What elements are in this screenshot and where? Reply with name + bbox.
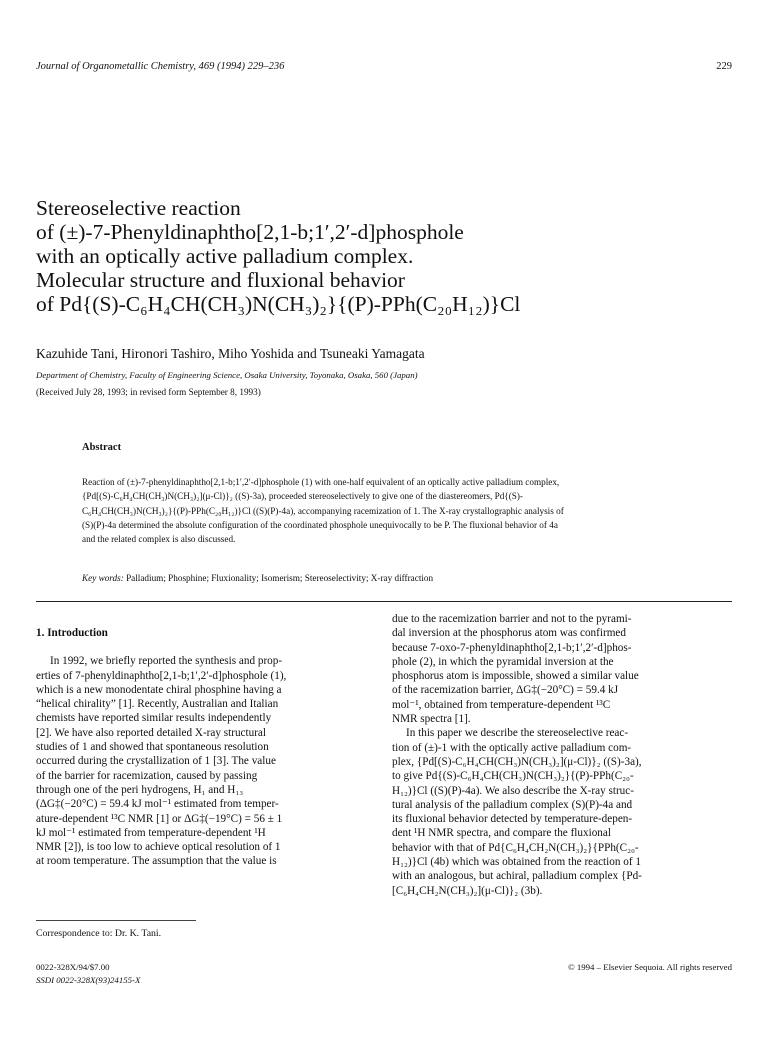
footnote-divider	[36, 920, 196, 921]
paragraph-line: behavior with that of Pd{C₆H₄CH₂N(CH₃)₂}{PPh(C₂₀-	[392, 841, 639, 854]
paragraph-line: at room temperature. The assumption that the value is	[36, 855, 277, 868]
paragraph-line: In 1992, we briefly reported the synthesis and prop-	[50, 655, 283, 668]
paragraph-line: In this paper we describe the stereoselective reac-	[406, 727, 629, 740]
title-line: Stereoselective reaction	[36, 196, 241, 220]
author-list: Kazuhide Tani, Hironori Tashiro, Miho Yoshida and Tsuneaki Yamagata	[36, 346, 425, 361]
title-line: of Pd{(S)-C₆H₄CH(CH₃)N(CH₃)₂}{(P)-PPh(C₂₀H₁₂)}Cl	[36, 292, 521, 316]
paragraph-line: kJ mol⁻¹ estimated from temperature-dependent ¹H	[36, 826, 266, 839]
paragraph-line: which is a new monodentate chiral phosphine having a	[36, 683, 282, 696]
paragraph-line: plex, {Pd[(S)-C₆H₄CH(CH₃)N(CH₃)₂](μ-Cl)}₂ ((S)-3a),	[392, 755, 642, 768]
paragraph-line: (ΔG‡(−20°C) = 59.4 kJ mol⁻¹ estimated from temper-	[36, 798, 279, 811]
title-line: of (±)-7-Phenyldinaphtho[2,1-b;1′,2′-d]phosphole	[36, 220, 464, 244]
paragraph-line: NMR [2]), is too low to achieve optical resolution of 1	[36, 841, 281, 854]
keywords-text: Palladium; Phosphine; Fluxionality; Isomerism; Stereoselectivity; X-ray diffraction	[126, 573, 434, 583]
abstract-line: Reaction of (±)-7-phenyldinaphtho[2,1-b;1′,2′-d]phosphole (1) with one-half equivalent of an optically active palladium complex,	[82, 477, 560, 487]
paragraph-line: occurred during the crystallization of 1 [3]. The value	[36, 755, 276, 768]
paragraph-line: H₁₂)}Cl (4b) which was obtained from the reaction of 1	[392, 856, 641, 869]
paragraph-line: of the barrier for racemization, caused by passing	[36, 769, 258, 782]
paragraph-line: to give Pd{(S)-C₆H₄CH(CH₃)N(CH₃)₂}{(P)-PPh(C₂₀-	[392, 770, 634, 783]
abstract-line: C₆H₄CH(CH₃)N(CH₃)₂}{(P)-PPh(C₂₀H₁₂)}Cl ((S)(P)-4a), accompanying racemization of 1. The X-ray crystallographic analysis of	[82, 505, 564, 516]
paragraph-line: with an analogous, but achiral, palladium complex {Pd-	[392, 870, 642, 883]
abstract-body	[82, 475, 732, 546]
paragraph-line: NMR spectra [1].	[392, 713, 471, 726]
section-heading: 1. Introduction	[36, 627, 108, 639]
paragraph-line: of the racemization barrier, ΔG‡(−20°C) = 59.4 kJ	[392, 684, 619, 697]
paragraph-line: H₁₂)}Cl ((S)(P)-4a). We also describe the X-ray struc-	[392, 784, 634, 797]
received-dates: (Received July 28, 1993; in revised form September 8, 1993)	[36, 387, 261, 397]
abstract-heading: Abstract	[82, 442, 122, 453]
paragraph-line: chemists have reported similar results independently	[36, 712, 272, 725]
article-title	[36, 196, 736, 316]
paragraph-line: tion of (±)-1 with the optically active palladium com-	[392, 741, 632, 754]
abstract-line: (S)(P)-4a determined the absolute configuration of the coordinated phosphole unequivocally to be P. The fluxional behavior of 4a	[82, 519, 558, 530]
paragraph-line: [C₆H₄CH₂N(CH₃)₂](μ-Cl)}₂ (3b).	[392, 884, 543, 897]
paragraph-line: through one of the peri hydrogens, H₁ and H₁₃	[36, 783, 244, 796]
ssdi-code: SSDI 0022-328X(93)24155-X	[36, 975, 141, 985]
paragraph-line: erties of 7-phenyldinaphtho[2,1-b;1′,2′-d]phosphole (1),	[36, 669, 287, 682]
issn-code: 0022-328X/94/$7.00	[36, 962, 110, 972]
keywords-label: Key words:	[82, 573, 124, 583]
paragraph-line: tural analysis of the palladium complex (S)(P)-4a and	[392, 798, 633, 811]
paragraph-line: [2]. We have also reported detailed X-ray structural	[36, 726, 267, 739]
title-line: with an optically active palladium complex.	[36, 244, 414, 268]
paragraph-line: its fluxional behavior detected by temperature-depen-	[392, 813, 633, 826]
paragraph-line: dal inversion at the phosphorus atom was confirmed	[392, 627, 626, 640]
paragraph-line: due to the racemization barrier and not to the pyrami-	[392, 613, 632, 625]
page-number: 229	[716, 61, 732, 72]
paragraph-line: phole (2), in which the pyramidal inversion at the	[392, 655, 614, 668]
paragraph-line: because 7-oxo-7-phenyldinaphtho[2,1-b;1′,2′-d]phos-	[392, 641, 632, 654]
paragraph-line: phosphorus atom is impossible, showed a similar value	[392, 670, 639, 683]
paragraph-line: studies of 1 and showed that spontaneous resolution	[36, 741, 269, 754]
title-line: Molecular structure and fluxional behavior	[36, 268, 405, 292]
correspondence-footnote: Correspondence to: Dr. K. Tani.	[36, 928, 162, 939]
paragraph-line: ature-dependent ¹³C NMR [1] or ΔG‡(−19°C) = 56 ± 1	[36, 812, 283, 825]
left-column	[36, 626, 372, 869]
paragraph-line: “helical chirality” [1]. Recently, Australian and Italian	[36, 698, 279, 711]
abstract-line: {Pd[(S)-C₆H₄CH(CH₃)N(CH₃)₂](μ-Cl)}₂ ((S)-3a), proceeded stereoselectively to give one of the diastereomers, Pd{(S)-	[82, 491, 523, 502]
abstract-line: and the related complex is also discussed.	[82, 534, 236, 545]
right-column	[392, 612, 728, 898]
section-divider	[36, 601, 732, 602]
paragraph-line: mol⁻¹, obtained from temperature-dependent ¹³C	[392, 698, 611, 711]
affiliation: Department of Chemistry, Faculty of Engineering Science, Osaka University, Toyonaka, Osaka, 560 (Japan)	[36, 370, 418, 380]
keywords	[82, 573, 433, 583]
journal-citation: Journal of Organometallic Chemistry, 469 (1994) 229–236	[36, 61, 285, 72]
copyright-notice: © 1994 – Elsevier Sequoia. All rights reserved	[567, 962, 732, 972]
paragraph-line: dent ¹H NMR spectra, and compare the fluxional	[392, 827, 611, 840]
